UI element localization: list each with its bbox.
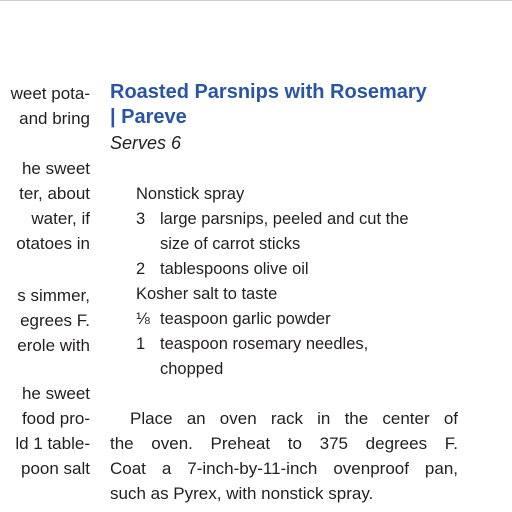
ingredient-text: chopped: [160, 360, 224, 378]
ingredient-text: large parsnips, peeled and cut the: [160, 210, 409, 228]
ingredient-qty: 3: [136, 210, 146, 228]
left-text-line: poon salt: [21, 459, 90, 478]
left-text-line: s simmer,: [17, 286, 90, 305]
left-text-line: ter, about: [19, 184, 90, 203]
ingredient-text: tablespoons olive oil: [160, 260, 309, 278]
left-column: [0, 0, 100, 512]
recipe-title-line-1: Roasted Parsnips with Rosemary: [110, 81, 427, 103]
instruction-line: Place an oven rack in the center of: [130, 409, 458, 428]
servings: Serves 6: [110, 133, 182, 153]
ingredient-text: teaspoon rosemary needles,: [160, 335, 369, 353]
left-text-line: ld 1 table-: [15, 434, 90, 453]
left-text-line: egrees F.: [20, 311, 90, 330]
ingredient-qty: 1: [136, 335, 146, 353]
recipe-title-line-2: | Pareve: [110, 106, 187, 128]
ingredient-text: size of carrot sticks: [160, 235, 301, 253]
left-text-line: he sweet: [21, 384, 90, 403]
left-text-line: and bring: [19, 109, 90, 128]
left-text-line: water, if: [31, 209, 90, 228]
left-text-line: he sweet: [21, 159, 90, 178]
recipe-column: [110, 0, 460, 512]
left-text-line: erole with: [17, 336, 90, 355]
instruction-line: such as Pyrex, with nonstick spray.: [110, 484, 374, 503]
instruction-line: the oven. Preheat to 375 degrees F.: [110, 434, 458, 453]
ingredient-text: Kosher salt to taste: [136, 285, 278, 303]
ingredient-qty: ⅛: [136, 310, 150, 328]
recipe-title: [110, 80, 460, 130]
left-text-line: food pro-: [21, 409, 90, 428]
left-text-line: otatoes in: [16, 234, 90, 253]
left-text-line: weet pota-: [10, 84, 90, 103]
ingredient-qty: 2: [136, 260, 146, 278]
instruction-line: Coat a 7-inch-by-11-inch ovenproof pan,: [110, 459, 458, 478]
ingredient-text: teaspoon garlic powder: [160, 310, 331, 328]
ingredient-text: Nonstick spray: [136, 185, 245, 203]
